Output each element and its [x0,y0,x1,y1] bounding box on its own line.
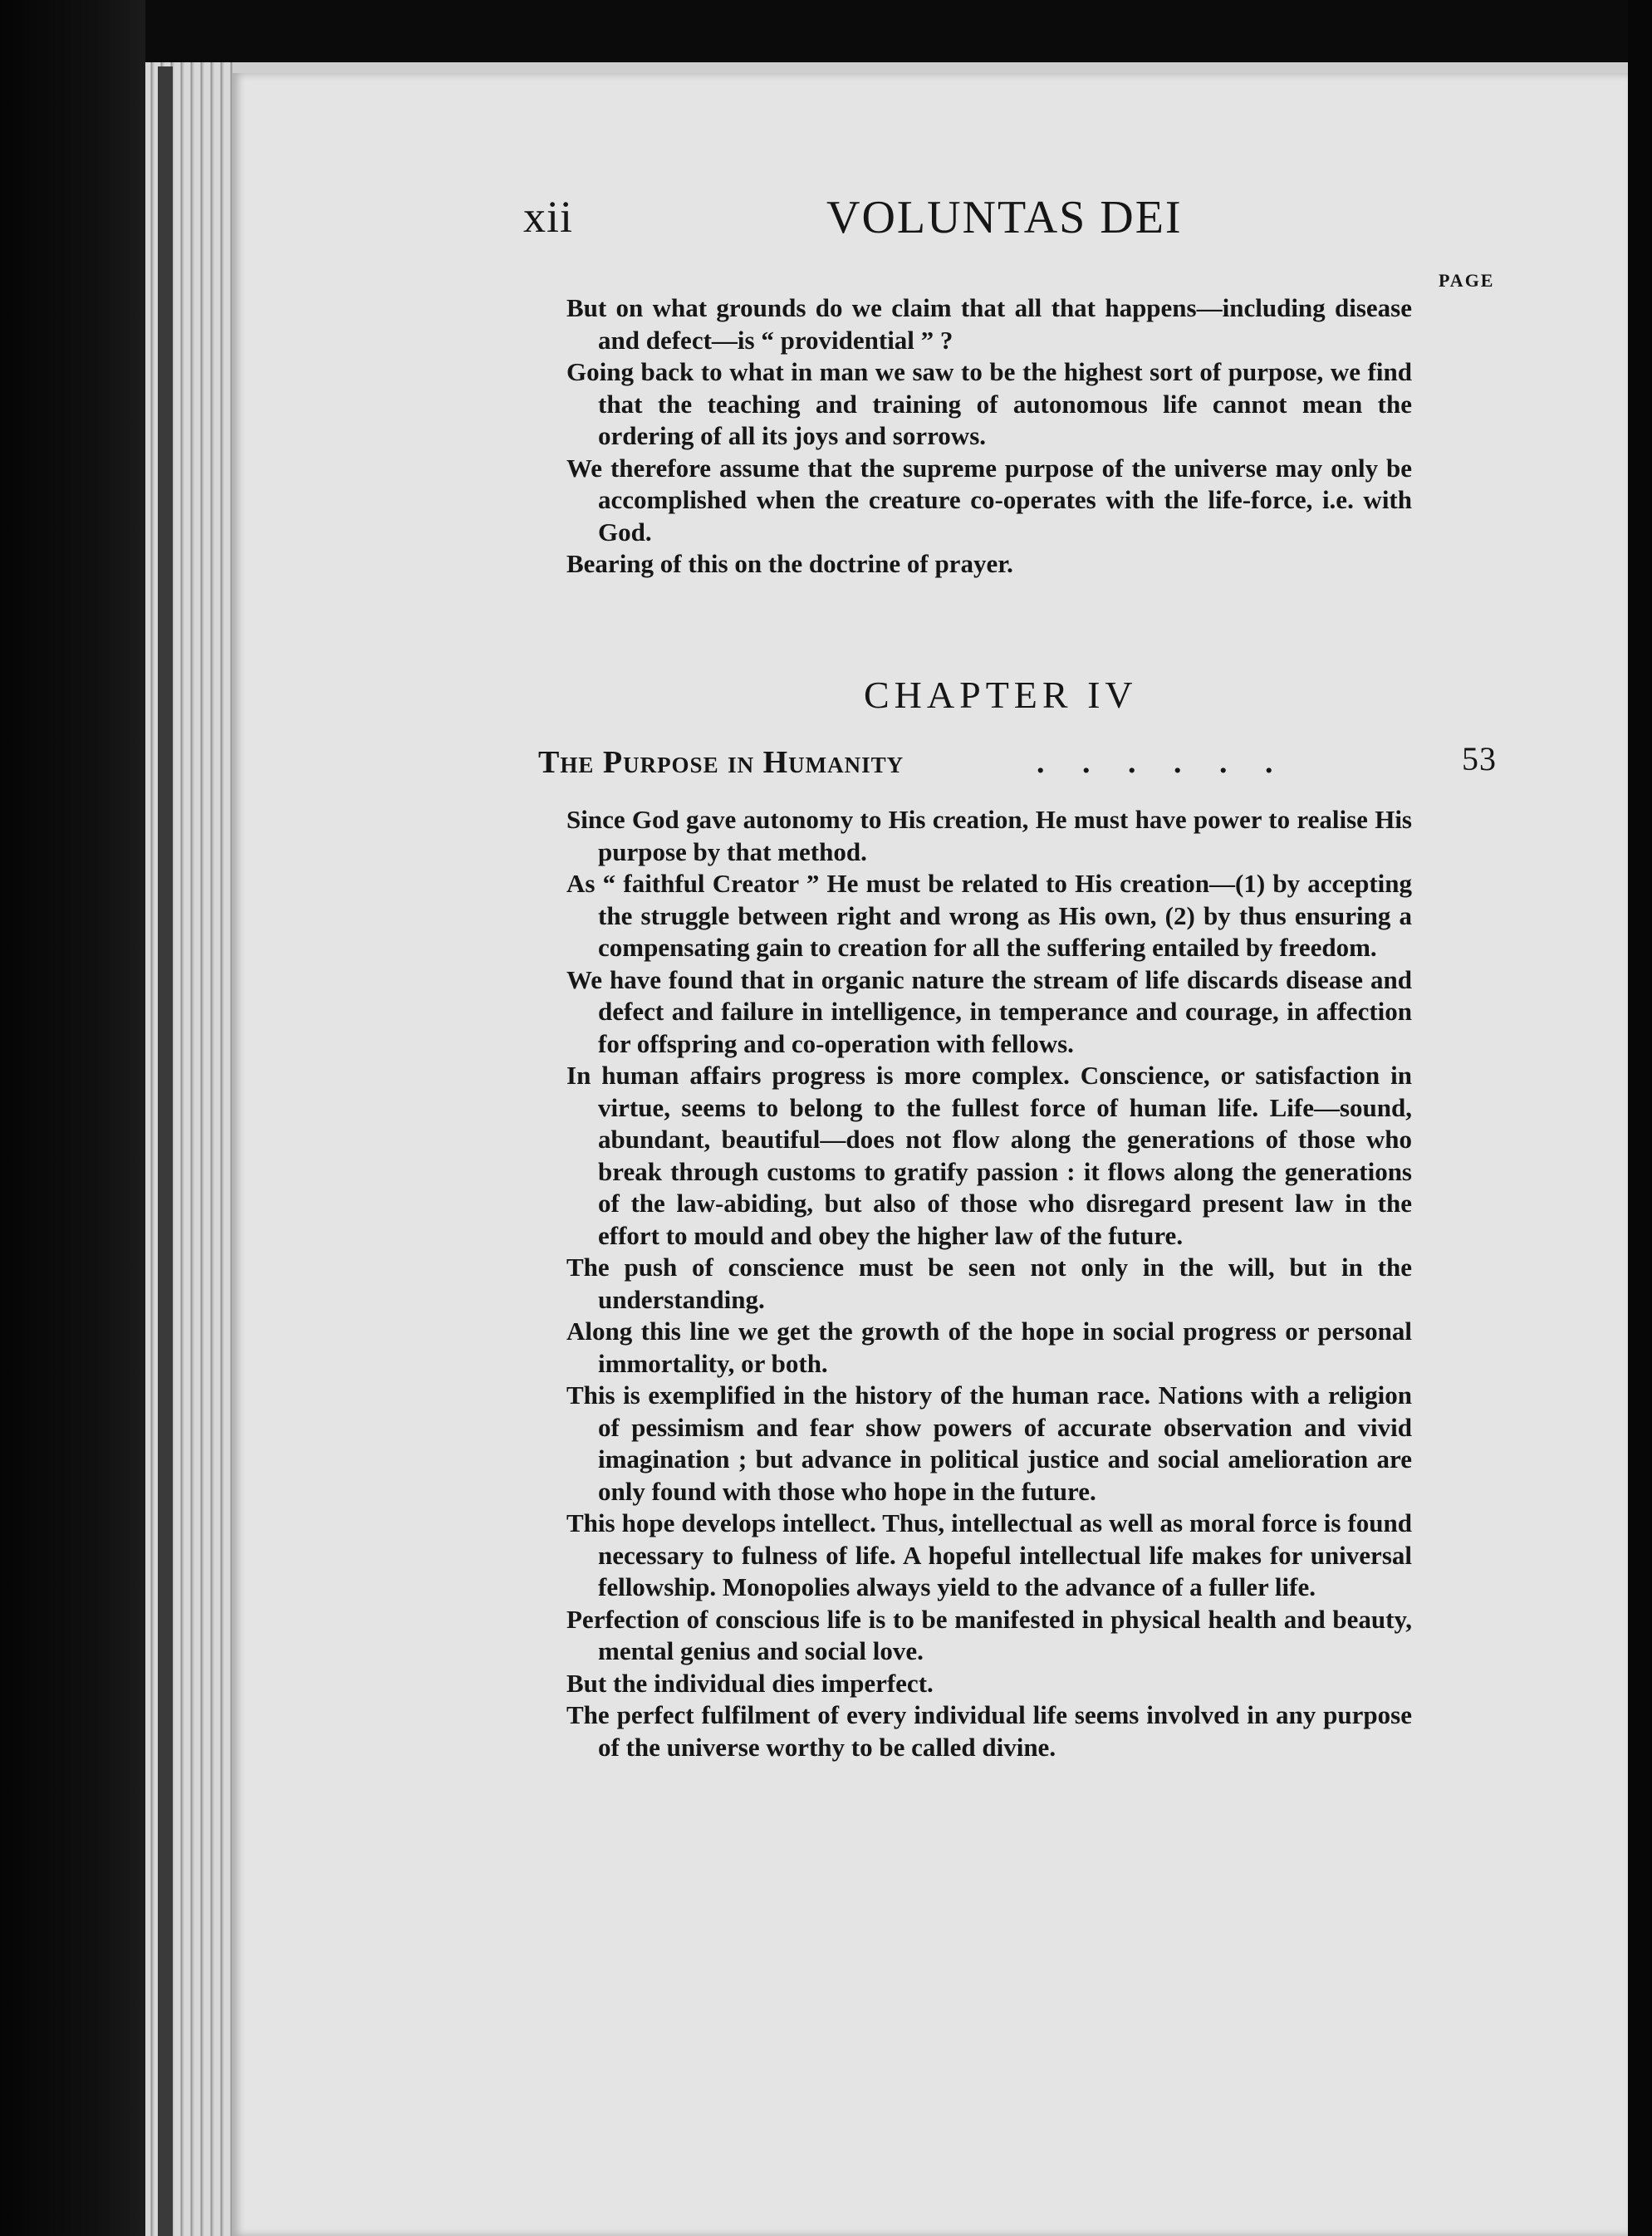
summary-entry: But the individual dies imperfect. [566,1668,934,1698]
scan-border-left [0,0,145,2236]
page-column-label: PAGE [1439,270,1495,291]
summary-entry: Perfection of conscious life is to be manifested in physical health and beauty, mental genius and social love. [566,1604,1412,1665]
summary-entry: Along this line we get the growth of the hope in social progress or personal immortality, or both. [566,1317,1412,1378]
chapter-page-number: 53 [1462,740,1497,777]
running-header [523,191,1437,257]
chapter-title-line [538,740,1497,794]
chapter-iii-summary [566,292,1412,581]
summary-entry: Going back to what in man we saw to be the highest sort of purpose, we find that the teaching and training of autonomous life cannot mean the ordering of all its joys and sorrows. [566,357,1412,450]
summary-entry: We therefore assume that the supreme purpose of the universe may only be accomplished when the creature co-operates with the life-force, i.e. with God. [566,453,1412,547]
running-title: VOLUNTAS DEI [826,192,1183,243]
summary-entry: The push of conscience must be seen not only in the will, but in the understanding. [566,1253,1412,1314]
summary-entry: But on what grounds do we claim that all that happens—including disease and defect—is “ providential ” ? [566,293,1412,355]
binding-shadow [158,66,173,2236]
summary-entry: We have found that in organic nature the stream of life discards disease and defect and failure in intelligence, in temperance and courage, in affection for offspring and co-operation with fellows. [566,964,1412,1058]
summary-entry: This is exemplified in the history of the human race. Nations with a religion of pessimism and fear show powers of accurate observation and vivid imagination ; but advance in political justice and social amelioration are only found with those who hope in the future. [566,1380,1412,1506]
page-number: xii [523,192,574,242]
dot-leaders: . . . . . . [1037,745,1288,780]
chapter-iv-summary [566,804,1412,1763]
summary-entry: This hope develops intellect. Thus, intellectual as well as moral force is found necessary to fulness of life. A hopeful intellectual life makes for universal fellowship. Monopolies always yield to the advance of a fuller life. [566,1508,1412,1601]
scan-border-right [1628,0,1652,2236]
summary-entry: Since God gave autonomy to His creation, He must have power to realise His purpose by that method. [566,805,1412,866]
summary-entry: In human affairs progress is more complex. Conscience, or satisfaction in virtue, seems to belong to the fullest force of human life. Life—sound, abundant, beautiful—does not flow along the generations of those who break through customs to gratify passion : it flows along the generations of the law-abiding, but also of those who disregard present law in the effort to mould and obey the higher law of the future. [566,1061,1412,1250]
chapter-title: The Purpose in Humanity [538,745,904,780]
summary-entry: As “ faithful Creator ” He must be related to His creation—(1) by accepting the struggle between right and wrong as His own, (2) by thus ensuring a compensating gain to creation for all the suffering entailed by freedom. [566,869,1412,962]
chapter-heading: CHAPTER IV [864,674,1138,716]
summary-entry: The perfect fulfilment of every individual life seems involved in any purpose of the universe worthy to be called divine. [566,1700,1412,1762]
summary-entry: Bearing of this on the doctrine of prayer. [566,549,1013,578]
